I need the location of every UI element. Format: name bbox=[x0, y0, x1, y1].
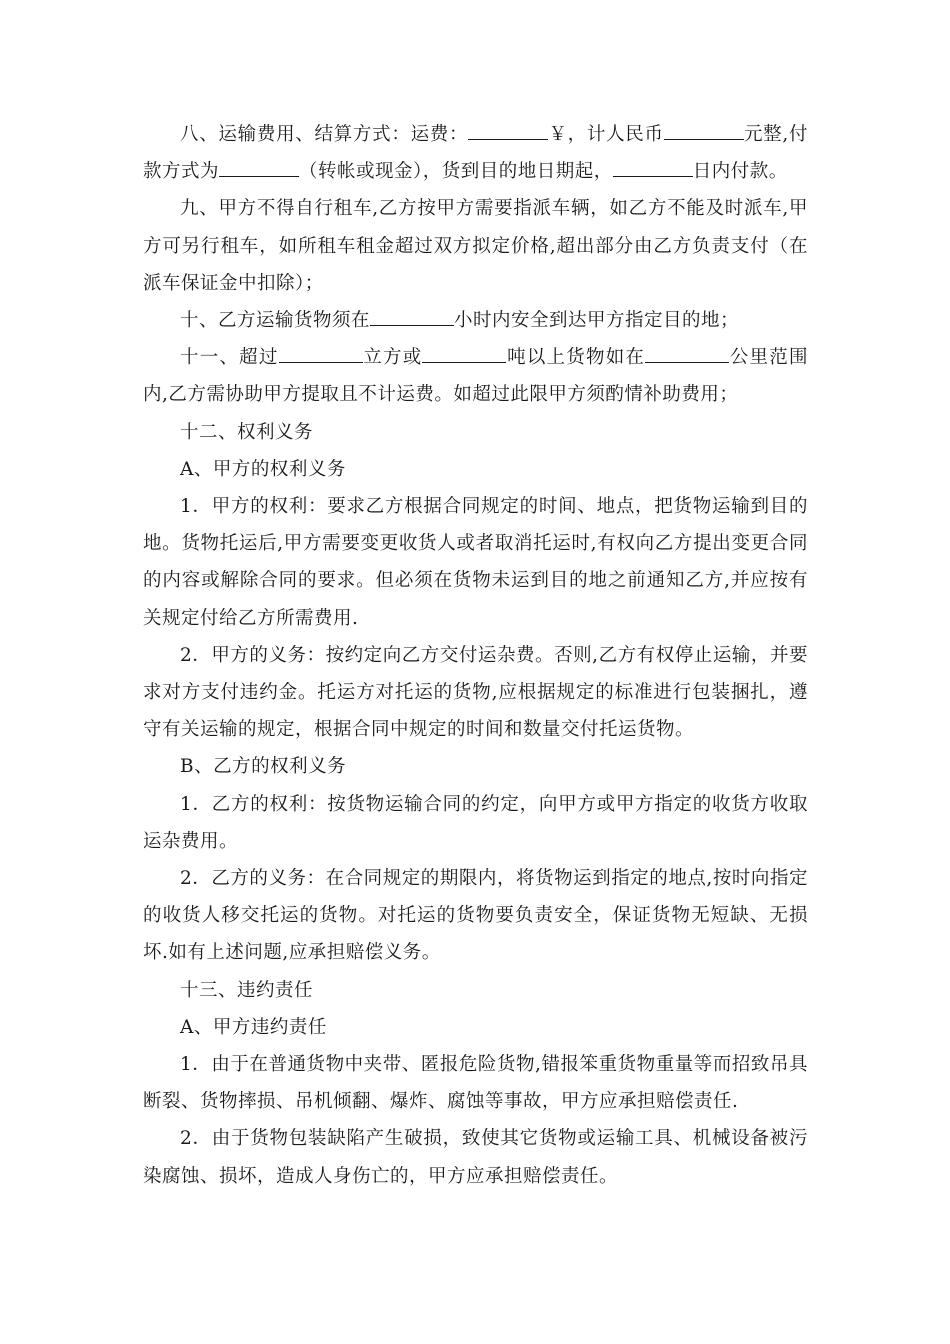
volume-blank[interactable] bbox=[279, 340, 363, 363]
clause-11-text-a: 十一、超过 bbox=[180, 347, 279, 369]
document-body bbox=[143, 116, 808, 1195]
clause-8-text-c: 元整,付款方式为 bbox=[143, 124, 808, 183]
clause-11-text-b: 立方或 bbox=[362, 347, 423, 369]
clause-8-payment bbox=[143, 116, 808, 190]
tonnage-blank[interactable] bbox=[422, 340, 506, 363]
clause-8-text-b: ￥，计人民币 bbox=[548, 124, 664, 145]
freight-amount-blank[interactable] bbox=[468, 117, 548, 140]
clause-13-heading: 十三、违约责任 bbox=[180, 979, 314, 1001]
clause-8-text-d: （转帐或现金），货到目的地日期起， bbox=[299, 161, 613, 183]
clause-12b-1: 1．乙方的权利：按货物运输合同的约定，向甲方或甲方指定的收货方收取运杂费用。 bbox=[143, 793, 808, 852]
clause-12a-heading: A、甲方的权利义务 bbox=[180, 458, 346, 480]
clause-12-heading: 十二、权利义务 bbox=[180, 421, 314, 443]
clause-9-vehicle: 九、甲方不得自行租车,乙方按甲方需要指派车辆，如乙方不能及时派车,甲方可另行租车，如所租车租金超过双方拟定价格,超出部分由乙方负责支付（在派车保证金中扣除）； bbox=[143, 198, 808, 294]
clause-12b-heading: B、乙方的权利义务 bbox=[180, 756, 347, 778]
clause-12a-2: 2．甲方的义务：按约定向乙方交付运杂费。否则,乙方有权停止运输，并要求对方支付违约金。托运方对托运的货物,应根据规定的标准进行包装捆扎，遵守有关运输的规定，根据合同中规定的时间和数量交付托运货物。 bbox=[143, 644, 808, 741]
delivery-hours-blank[interactable] bbox=[370, 303, 454, 326]
clause-13a-2: 2．由于货物包装缺陷产生破损，致使其它货物或运输工具、机械设备被污染腐蚀、损坏，造成人身伤亡的，甲方应承担赔偿责任。 bbox=[143, 1128, 808, 1187]
clause-13a-heading: A、甲方违约责任 bbox=[180, 1016, 327, 1038]
clause-10-text-b: 小时内安全到达甲方指定目的地； bbox=[454, 310, 740, 332]
clause-12b-2: 2．乙方的义务：在合同规定的期限内，将货物运到指定的地点,按时向指定的收货人移交托运的货物。对托运的货物要负责安全，保证货物无短缺、无损坏.如有上述问题,应承担赔偿义务。 bbox=[143, 868, 808, 964]
payment-days-blank[interactable] bbox=[613, 154, 693, 177]
clause-10-text-a: 十、乙方运输货物须在 bbox=[180, 310, 371, 332]
clause-11-pickup bbox=[143, 339, 808, 413]
clause-8-text-a: 八、运输费用、结算方式：运费： bbox=[180, 124, 469, 145]
payment-method-blank[interactable] bbox=[219, 154, 299, 177]
clause-13a-1: 1．由于在普通货物中夹带、匿报危险货物,错报笨重货物重量等而招致吊具断裂、货物摔损、吊机倾翻、爆炸、腐蚀等事故，甲方应承担赔偿责任. bbox=[143, 1054, 808, 1113]
clause-11-text-d: 公里范围内,乙方需协助甲方提取且不计运费。如超过此限甲方须酌情补助费用； bbox=[143, 347, 808, 406]
clause-8-text-e: 日内付款。 bbox=[692, 161, 788, 183]
clause-12a-1: 1．甲方的权利：要求乙方根据合同规定的时间、地点，把货物运输到目的地。货物托运后,甲方需要变更收货人或者取消托运时,有权向乙方提出变更合同的内容或解除合同的要求。但必须在货物未运到目的地之前通知乙方,并应按有关规定付给乙方所需费用. bbox=[143, 496, 808, 629]
rmb-amount-blank[interactable] bbox=[664, 117, 744, 140]
clause-11-text-c: 吨以上货物如在 bbox=[506, 347, 646, 369]
clause-10-delivery-time bbox=[143, 302, 808, 339]
distance-blank[interactable] bbox=[645, 340, 729, 363]
